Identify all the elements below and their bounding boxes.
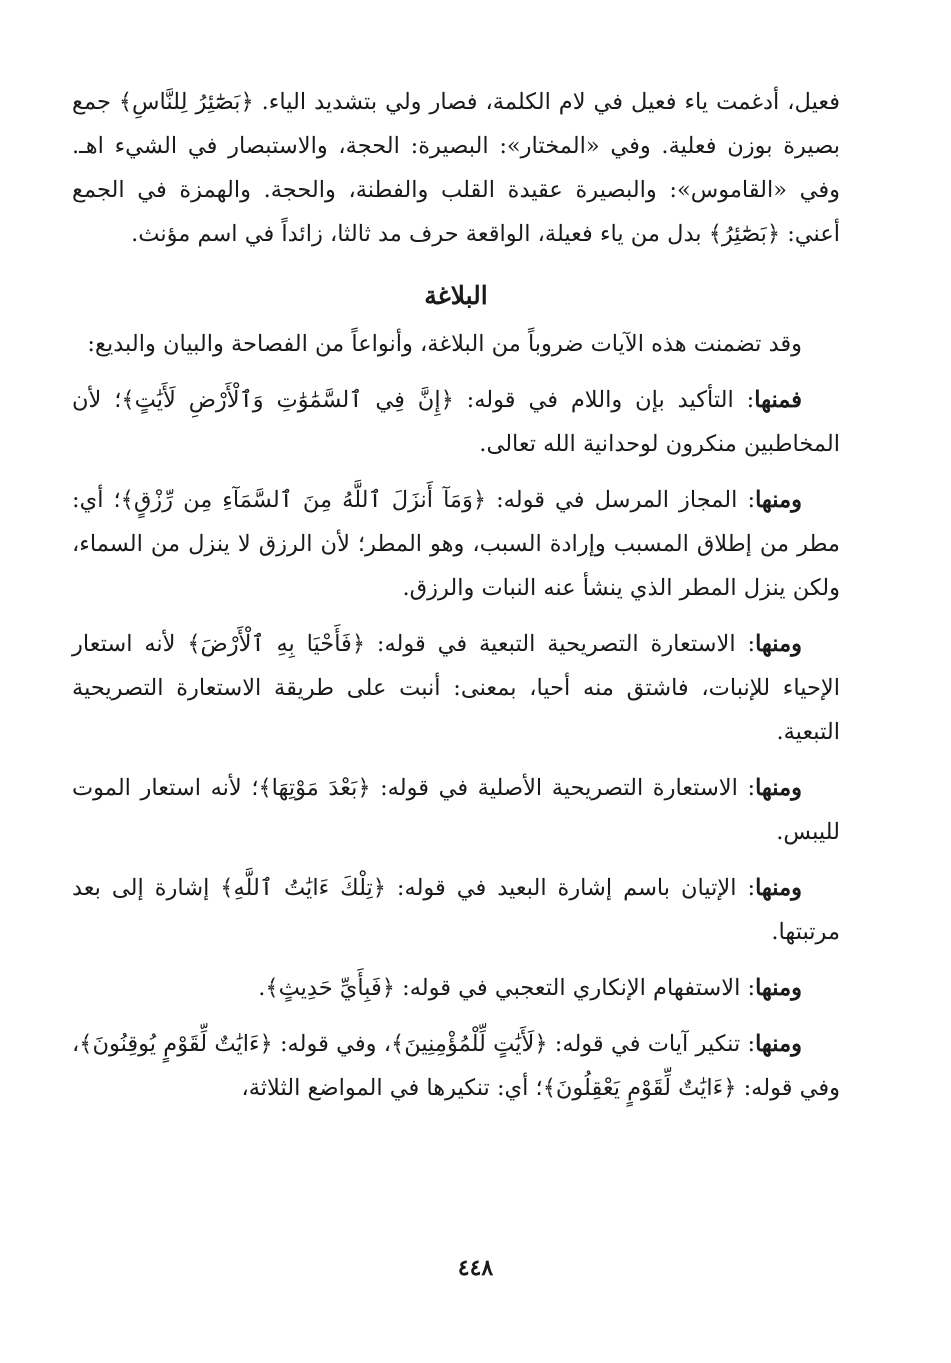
rhetoric-item-3 xyxy=(72,622,840,754)
item-lead-word: ومنها xyxy=(755,775,802,801)
item-lead-word: ومنها xyxy=(755,1031,802,1057)
paragraph-continuation: فعيل، أدغمت ياء فعيل في لام الكلمة، فصار ولي بتشديد الياء. ﴿بَصَٰٓئِرُ لِلنَّاسِ﴾ جمع بصيرة بوزن فعلية. وفي «المختار»: البصيرة: الحجة، والاستبصار في الشيء اهـ. وفي «القاموس»: والبصيرة عقيدة القلب والفطنة، والحجة. والهمزة في الجمع أعني: ﴿بَصَٰٓئِرُ﴾ بدل من ياء فعيلة، الواقعة حرف مد ثالثا، زائداً في اسم مؤنث. xyxy=(72,89,840,247)
rhetoric-item-4 xyxy=(72,766,840,854)
item-lead-word: فمنها xyxy=(754,387,802,413)
rhetoric-item-1 xyxy=(72,378,840,466)
item-lead-word: ومنها xyxy=(755,875,802,901)
item-text: : الاستعارة التصريحية الأصلية في قوله: ﴿بَعْدَ مَوْتِهَا﴾؛ لأنه استعار الموت لليبس. xyxy=(72,775,840,845)
rhetoric-item-5 xyxy=(72,866,840,954)
rhetoric-item-6 xyxy=(72,966,840,1010)
item-text: : التأكيد بإن واللام في قوله: ﴿إِنَّ فِي ٱلسَّمَٰوَٰتِ وَٱلْأَرْضِ لَأَيَٰتٍ﴾؛ لأن المخاطبين منكرون لوحدانية الله تعالى. xyxy=(72,387,840,457)
rhetoric-item-7 xyxy=(72,1022,840,1110)
item-text: : الإتيان باسم إشارة البعيد في قوله: ﴿تِلْكَ ءَايَٰتُ ٱللَّهِ﴾ إشارة إلى بعد مرتبتها. xyxy=(72,875,840,945)
item-text: : الاستعارة التصريحية التبعية في قوله: ﴿فَأَحْيَا بِهِ ٱلْأَرْضَ﴾ لأنه استعار الإحياء للإنبات، فاشتق منه أحيا، بمعنى: أنبت على طريقة الاستعارة التصريحية التبعية. xyxy=(72,631,840,745)
item-text: : تنكير آيات في قوله: ﴿لَأَيَٰتٍ لِّلْمُؤْمِنِينَ﴾، وفي قوله: ﴿ءَايَٰتٌ لِّقَوْمٍ يُوقِنُونَ﴾، وفي قوله: ﴿ءَايَٰتٌ لِّقَوْمٍ يَعْقِلُونَ﴾؛ أي: تنكيرها في المواضع الثلاثة، xyxy=(72,1031,840,1101)
page-number: ٤٤٨ xyxy=(457,1255,494,1281)
item-lead-word: ومنها xyxy=(755,975,802,1001)
paragraph-intro: وقد تضمنت هذه الآيات ضروباً من البلاغة، وأنواعاً من الفصاحة والبيان والبديع: xyxy=(87,331,802,357)
rhetoric-item-2 xyxy=(72,478,840,610)
item-lead-word: ومنها xyxy=(755,487,802,513)
item-text: : الاستفهام الإنكاري التعجبي في قوله: ﴿فَبِأَيِّ حَدِيثٍ﴾. xyxy=(258,975,756,1001)
section-title: البلاغة xyxy=(424,281,488,310)
item-lead-word: ومنها xyxy=(755,631,802,657)
page-body xyxy=(72,80,840,1122)
item-text: : المجاز المرسل في قوله: ﴿وَمَآ أَنزَلَ ٱللَّهُ مِنَ ٱلسَّمَآءِ مِن رِّزْقٍ﴾؛ أي: مطر من إطلاق المسبب وإرادة السبب، وهو المطر؛ لأن الرزق لا ينزل من السماء، ولكن ينزل المطر الذي ينشأ عنه النبات والرزق. xyxy=(72,487,840,601)
